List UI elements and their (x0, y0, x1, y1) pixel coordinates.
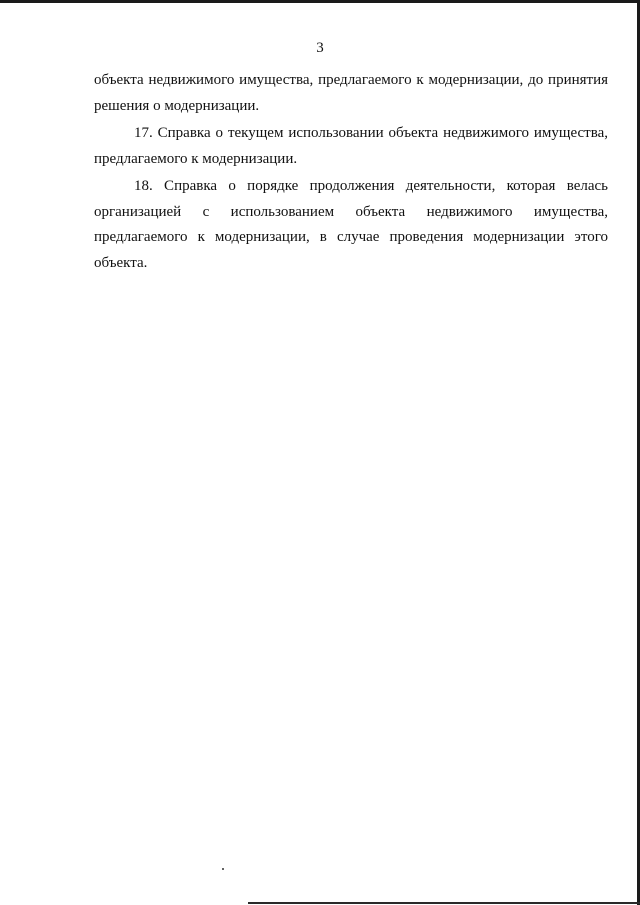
scan-edge-top (0, 0, 640, 3)
paragraph-item-18: 18. Справка о порядке продолжения деятельности, которая велась организацией с использованием объекта недвижимого имущества, предлагаемого к модернизации, в случае проведения модернизации этого объекта. (94, 178, 608, 271)
document-body (94, 68, 608, 276)
paragraph-continuation: объекта недвижимого имущества, предлагаемого к модернизации, до принятия решения о модернизации. (94, 72, 608, 114)
page-number: 3 (316, 40, 324, 56)
paragraph-item-17: 17. Справка о текущем использовании объекта недвижимого имущества, предлагаемого к модернизации. (94, 125, 608, 167)
scan-edge-bottom (248, 902, 640, 904)
scan-speck (222, 868, 224, 870)
